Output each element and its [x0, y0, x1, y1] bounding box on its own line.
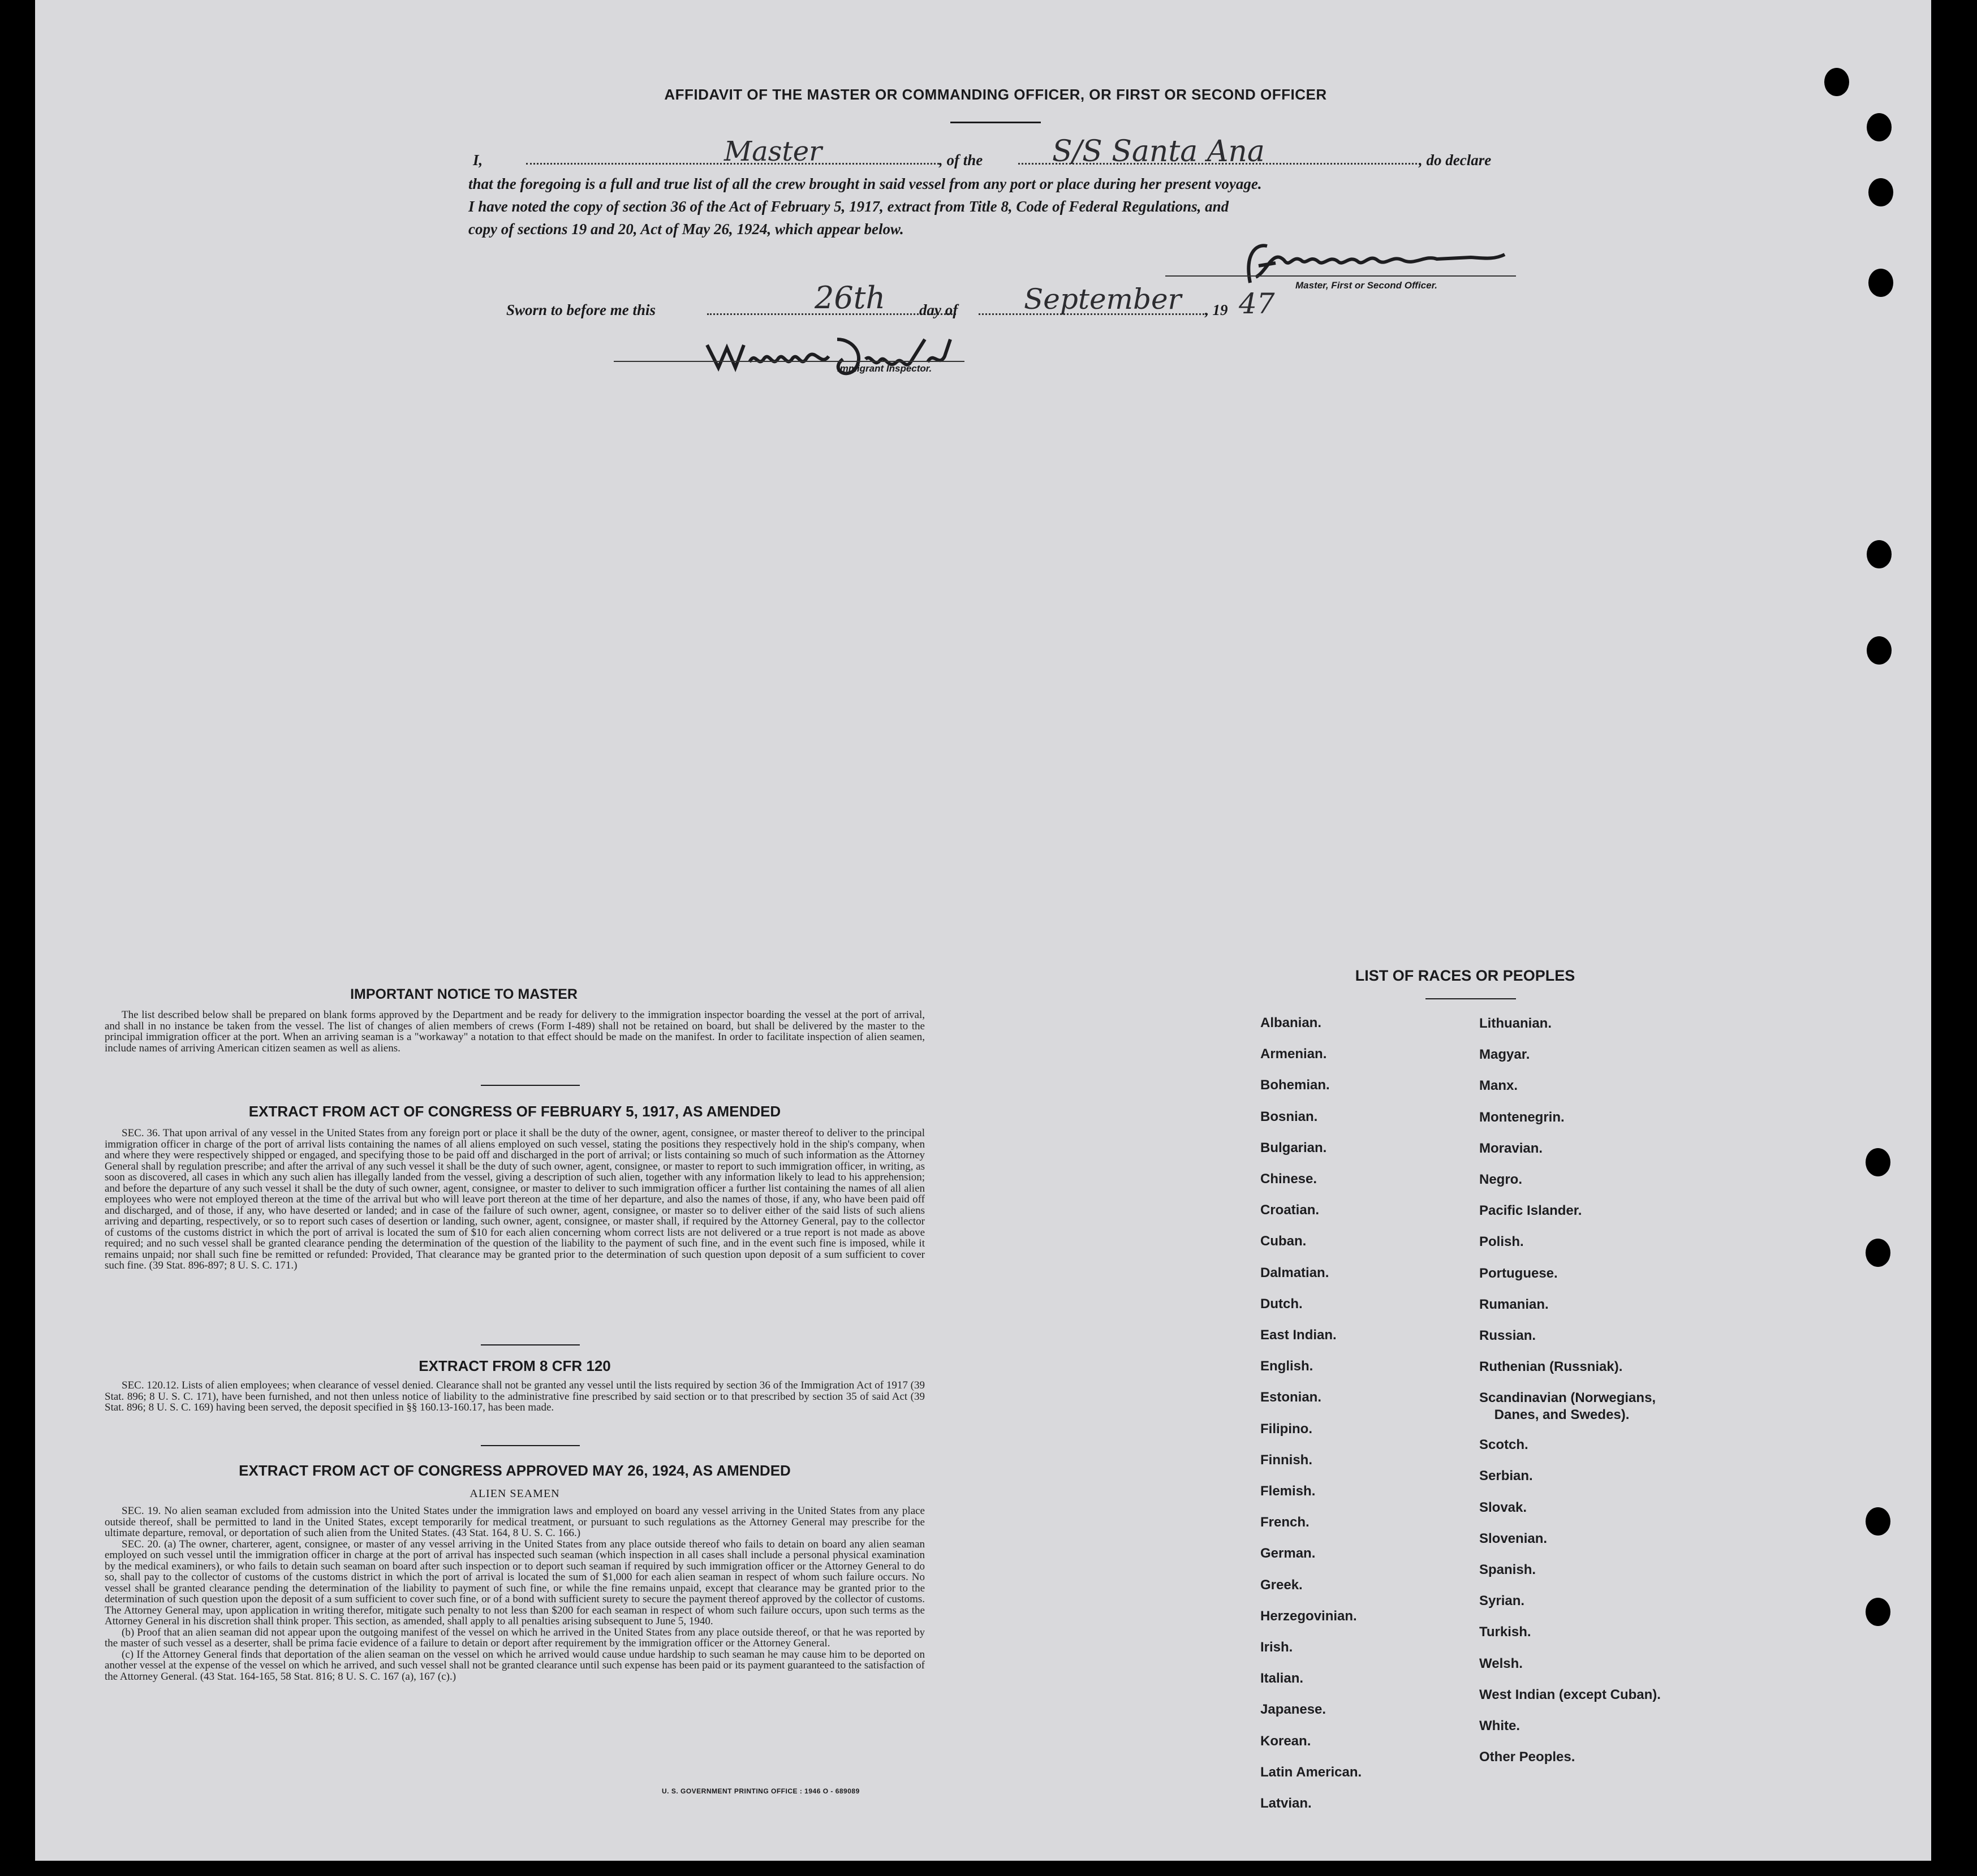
- races-title-rule: [1425, 998, 1516, 999]
- extract-1924-title: EXTRACT FROM ACT OF CONGRESS APPROVED MAY 26, 1924, AS AMENDED: [239, 1462, 791, 1479]
- punch-hole: [1866, 1148, 1890, 1176]
- notice-title: IMPORTANT NOTICE TO MASTER: [350, 986, 578, 1002]
- inspector-signature: [701, 328, 962, 390]
- sworn-month-value: September: [1024, 283, 1182, 316]
- race-item: Spanish.: [1479, 1562, 1536, 1577]
- race-item: Estonian.: [1260, 1390, 1322, 1405]
- extract-1924-paragraph: SEC. 19. No alien seaman excluded from admission into the United States under the immigration laws and employed on board any vessel arriving in the United States from any place outside thereof, shall be permitted to land in the United States, except temporarily for medical treatment, or pursuant to such regulations as the Attorney General may prescribe for the ultimate departure, removal, or deportation of such alien from the United States. (43 Stat. 164, 8 U. S. C. 166.): [105, 1505, 925, 1539]
- race-item: East Indian.: [1260, 1327, 1337, 1343]
- affidavit-i-value: Master: [724, 136, 822, 167]
- extract-1924-paragraph: (b) Proof that an alien seaman did not appear upon the outgoing manifest of the vessel on which he arrived in the United States from any place outside thereof, or that he was reported by the master of such vessel as a deserter, shall be prima facie evidence of a failure to detain or deport after requirement by the immigration officer or the Attorney General.: [105, 1626, 925, 1649]
- notice-paragraph: The list described below shall be prepared on blank forms approved by the Department and be ready for delivery to the immigration inspector boarding the vessel at the port of arrival, and shall in no instance be taken from the vessel. The list of changes of alien members of crews (Form I-489) shall not be retained on board, but shall be delivered by the master to the principal immigration officer at the port. When an arriving seaman is a "workaway" a notation to that effect should be made on the manifest. In order to facilitate inspection of alien seamen, include names of arriving American citizen seamen as well as aliens.: [105, 1009, 925, 1054]
- race-item: Armenian.: [1260, 1046, 1327, 1062]
- race-item: Finnish.: [1260, 1452, 1312, 1468]
- race-item: Turkish.: [1479, 1624, 1531, 1640]
- race-item: Dutch.: [1260, 1296, 1303, 1312]
- race-item: English.: [1260, 1359, 1313, 1374]
- punch-hole: [1866, 1239, 1890, 1267]
- race-item: Slovak.: [1479, 1499, 1527, 1515]
- race-item: Pacific Islander.: [1479, 1203, 1582, 1219]
- notice-rule: [481, 1085, 580, 1086]
- race-item: Slovenian.: [1479, 1530, 1548, 1546]
- race-item: Herzegovinian.: [1260, 1608, 1357, 1624]
- race-item: Latvian.: [1260, 1796, 1312, 1811]
- race-item: Lithuanian.: [1479, 1016, 1552, 1031]
- punch-hole: [1868, 269, 1893, 297]
- race-item: Manx.: [1479, 1078, 1518, 1094]
- race-item: Chinese.: [1260, 1171, 1317, 1187]
- affidavit-vessel-value: S/S Santa Ana: [1052, 135, 1265, 169]
- sworn-year-prefix: , 19: [1205, 301, 1228, 318]
- punch-hole: [1867, 113, 1892, 141]
- extract-8cfr-title: EXTRACT FROM 8 CFR 120: [419, 1357, 611, 1374]
- sworn-day-of-label: day of: [919, 301, 958, 318]
- race-item: White.: [1479, 1718, 1520, 1733]
- extract-1924-paragraph: (c) If the Attorney General finds that deportation of the alien seaman on the vessel on which he arrived would cause undue hardship to such seaman he may cause him to be deported on another vessel at the expense of the vessel on which he arrived, and such vessel shall not be granted clearance until such expense has been paid or its payment guaranteed to the satisfaction of the Attorney General. (43 Stat. 164-165, 58 Stat. 816; 8 U. S. C. 167 (a), 167 (c).): [105, 1648, 925, 1683]
- extract-1924-subtitle: ALIEN SEAMEN: [470, 1487, 560, 1500]
- affidavit-title-rule: [950, 122, 1041, 123]
- race-item: Russian.: [1479, 1328, 1536, 1343]
- affidavit-declare-label: , do declare: [1419, 152, 1492, 169]
- race-item: Ruthenian (Russniak).: [1479, 1359, 1623, 1375]
- race-item: Filipino.: [1260, 1421, 1312, 1437]
- extract-8cfr-text: [105, 1380, 925, 1413]
- race-item: Polish.: [1479, 1234, 1524, 1250]
- race-item: Flemish.: [1260, 1483, 1316, 1499]
- inspector-signature-line: [614, 361, 964, 362]
- race-item: Greek.: [1260, 1577, 1303, 1593]
- race-item: Portuguese.: [1479, 1265, 1558, 1281]
- extract-8cfr-rule: [481, 1445, 580, 1446]
- race-item: Rumanian.: [1479, 1296, 1549, 1312]
- affidavit-line-2: that the foregoing is a full and true list of all the crew brought in said vessel from any port or place during her present voyage.: [468, 175, 1262, 192]
- affidavit-line-3: I have noted the copy of section 36 of the Act of February 5, 1917, extract from Title 8, Code of Federal Regulations, and: [468, 198, 1229, 215]
- punch-hole: [1866, 1598, 1890, 1626]
- extract-1917-title: EXTRACT FROM ACT OF CONGRESS OF FEBRUARY 5, 1917, AS AMENDED: [248, 1103, 781, 1120]
- race-item: Welsh.: [1479, 1655, 1523, 1671]
- extract-1917-paragraph: SEC. 36. That upon arrival of any vessel in the United States from any foreign port or place it shall be the duty of the owner, agent, consignee, or master thereof to deliver to the principal immigration officer in charge of the port of arrival lists containing the names of all aliens employed on such vessel, stating the positions they respectively hold in the ship's company, when and where they were respectively shipped or engaged, and specifying those to be paid off and discharged in the port of arrival; or lists containing so much of such information as the Attorney General shall by regulation prescribe; and after the arrival of any such vessel it shall be the duty of such owner, agent, consignee, or master to report to such immigration officer, in writing, as soon as discovered, all cases in which any such alien has illegally landed from the vessel, giving a description of such alien, together with any information likely to lead to his apprehension; and before the departure of any such vessel it shall be the duty of such owner, agent, consignee, or master to deliver to such immigration officer a further list containing the names of all alien employees who were not employed thereon at the time of the arrival but who will leave port thereon at the time of her departure, and also the names of those, if any, who have been paid off and discharged, and of those, if any, who have deserted or landed; and in case of the failure of such owner, agent, consignee, or master so to deliver either of the said lists of such aliens arriving and departing, respectively, or so to report such cases of desertion or landing, such owner, agent, consignee, or master shall, if required by the Attorney General, pay to the collector of customs of the customs district in which the port of arrival is located the sum of $10 for each alien concerning whom correct lists are not delivered or a true report is not made as above required; and no such vessel shall be granted clearance pending the determination of the question of the liability to the payment of such fine, and in the event such fine is imposed, while it remains unpaid; nor shall such fine be remitted or refunded: Provided, That clearance may be granted prior to the determination of such question upon deposit of a sum sufficient to cover such fine. (39 Stat. 896-897; 8 U. S. C. 171.): [105, 1127, 925, 1271]
- punch-hole: [1867, 540, 1892, 568]
- affidavit-title: AFFIDAVIT OF THE MASTER OR COMMANDING OFFICER, OR FIRST OR SECOND OFFICER: [664, 86, 1327, 103]
- race-item: Croatian.: [1260, 1202, 1320, 1218]
- extract-1917-text: [105, 1128, 925, 1271]
- race-item: Moravian.: [1479, 1140, 1543, 1156]
- race-item: Cuban.: [1260, 1234, 1307, 1249]
- race-item: Negro.: [1479, 1172, 1523, 1187]
- punch-hole: [1866, 1507, 1890, 1536]
- race-item: Japanese.: [1260, 1702, 1326, 1718]
- notice-text: [105, 1010, 925, 1054]
- extract-1917-rule: [481, 1344, 580, 1345]
- sworn-year-value: 47: [1239, 287, 1275, 320]
- affidavit-i-label: I,: [473, 152, 483, 169]
- inspector-caption: Immigrant Inspector.: [837, 363, 932, 374]
- extract-1924-paragraph: SEC. 20. (a) The owner, charterer, agent, consignee, or master of any vessel arriving in the United States from any place outside thereof who fails to detain on board any alien seaman employed on such vessel until the immigration officer in charge at the port of arrival has inspected such seaman (which inspection in all cases shall include a personal physical examination by the medical examiners), or who fails to detain such seaman on board after such inspection or to deport such seaman if required by such immigration officer or the Attorney General to do so, shall pay to the collector of customs of the customs district in which the port of arrival is located the sum of $1,000 for each alien seaman in respect of whom such failure occurs. No vessel shall be granted clearance pending the determination of the liability to payment of such fine, or while the fine remains unpaid, except that clearance may be granted prior to the determination of such question upon the deposit of a sum sufficient to cover such fine, or of a bond with sufficient surety to secure the payment thereof approved by the collector of customs. The Attorney General may, upon application in writing therefor, mitigate such penalty to not less than $200 for each seaman in respect of whom such failure occurs, upon such terms as the Attorney General in his discretion shall think proper. This section, as amended, shall apply to all penalties arising subsequent to June 5, 1940.: [105, 1538, 925, 1627]
- gpo-line: U. S. GOVERNMENT PRINTING OFFICE : 1946 O - 689089: [662, 1787, 860, 1795]
- race-item: Italian.: [1260, 1671, 1304, 1687]
- race-item: Scotch.: [1479, 1437, 1528, 1453]
- punch-hole: [1867, 636, 1892, 665]
- race-item: Korean.: [1260, 1733, 1311, 1749]
- affidavit-line-4: copy of sections 19 and 20, Act of May 26, 1924, which appear below.: [468, 221, 904, 238]
- race-item: Dalmatian.: [1260, 1265, 1329, 1280]
- race-item: Bohemian.: [1260, 1077, 1330, 1093]
- sworn-label: Sworn to before me this: [506, 301, 656, 318]
- race-item: Bulgarian.: [1260, 1140, 1327, 1155]
- race-item: Irish.: [1260, 1640, 1293, 1655]
- race-item: Scandinavian (Norwegians, Danes, and Swedes).: [1479, 1390, 1656, 1423]
- race-item: Albanian.: [1260, 1015, 1322, 1030]
- sworn-day-value: 26th: [815, 280, 886, 316]
- race-item: Bosnian.: [1260, 1109, 1318, 1124]
- extract-8cfr-paragraph: SEC. 120.12. Lists of alien employees; when clearance of vessel denied. Clearance shall not be granted any vessel until the lists required by section 36 of the Immigration Act of 1917 (39 Stat. 896; 8 U. S. C. 171), have been furnished, and not then unless notice of liability to the administrative fine prescribed by said section or to that prescribed by section 35 of said Act (39 Stat. 896; 8 U. S. C. 169) having been served, the deposit specified in §§ 160.13-160.17, has been made.: [105, 1379, 925, 1413]
- races-title: LIST OF RACES OR PEOPLES: [1355, 967, 1575, 984]
- race-item: French.: [1260, 1515, 1310, 1530]
- race-item: West Indian (except Cuban).: [1479, 1687, 1661, 1702]
- race-item: Latin American.: [1260, 1764, 1362, 1780]
- master-caption: Master, First or Second Officer.: [1295, 280, 1437, 291]
- affidavit-of-the-label: , of the: [939, 152, 983, 169]
- punch-hole: [1868, 178, 1893, 206]
- master-signature-line: [1165, 275, 1516, 277]
- race-item: Magyar.: [1479, 1047, 1530, 1063]
- race-item: Serbian.: [1479, 1468, 1533, 1484]
- race-item: Syrian.: [1479, 1593, 1525, 1609]
- race-item: Other Peoples.: [1479, 1749, 1575, 1765]
- extract-1924-text: [105, 1506, 925, 1682]
- race-item: Montenegrin.: [1479, 1109, 1565, 1125]
- race-item: German.: [1260, 1546, 1316, 1562]
